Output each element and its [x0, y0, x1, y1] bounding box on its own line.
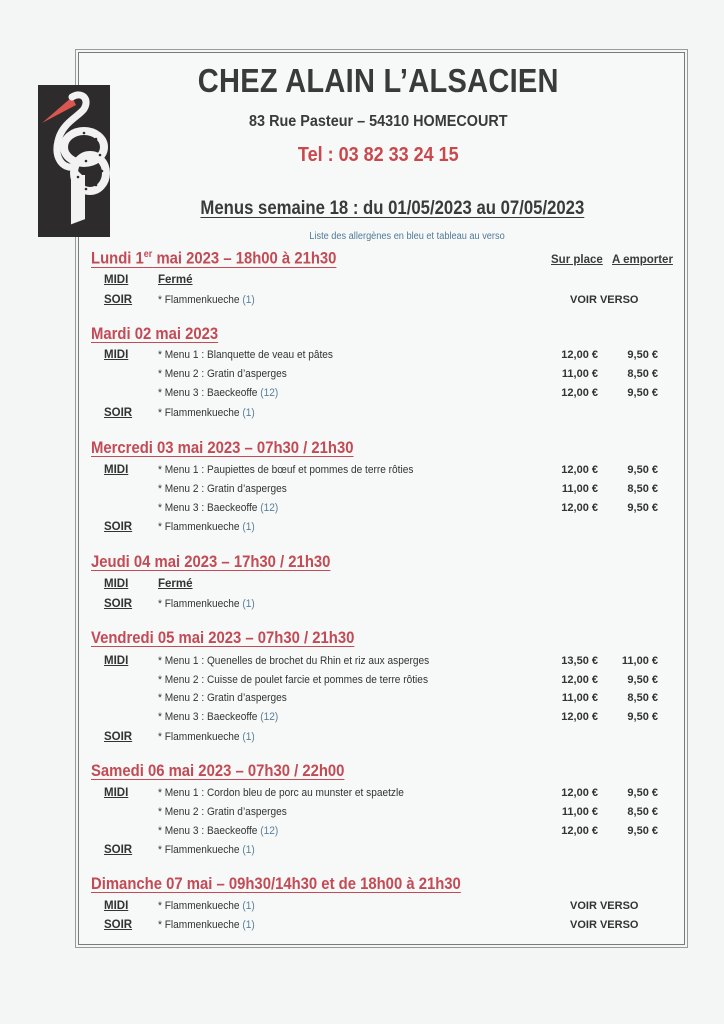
dish-name: * Menu 1 : Blanquette de veau et pâtes: [158, 349, 333, 361]
slot-label: SOIR: [104, 731, 133, 743]
slot-label: SOIR: [104, 598, 133, 610]
dish-name: * Menu 1 : Quenelles de brochet du Rhin et riz aux asperges: [158, 655, 430, 667]
allergen-note: Liste des allergènes en bleu et tableau au verso: [309, 231, 505, 242]
price-takeaway: 11,00 €: [621, 655, 658, 667]
price-takeaway: 9,50 €: [627, 387, 658, 399]
menu-row: [0, 483, 724, 501]
allergen-code: (1): [242, 919, 255, 931]
dish-name: * Menu 2 : Cuisse de poulet farcie et pommes de terre rôties: [158, 674, 429, 686]
menu-row: [0, 407, 724, 425]
allergen-code: (1): [242, 844, 255, 856]
day-title-tuesday: Mardi 02 mai 2023: [91, 325, 219, 343]
closed-label: Fermé: [158, 274, 193, 286]
price-on-site: 11,00 €: [561, 483, 598, 495]
dish-name: * Menu 3 : Baeckeoffe (12): [158, 387, 279, 399]
allergen-code: (1): [242, 294, 255, 306]
allergen-code: (1): [242, 900, 255, 912]
slot-label: SOIR: [104, 294, 133, 306]
menu-row: [0, 578, 724, 596]
price-on-site: 11,00 €: [561, 692, 598, 704]
closed-label: Fermé: [158, 578, 193, 590]
menu-row: [0, 806, 724, 824]
price-takeaway: 8,50 €: [627, 692, 658, 704]
column-header-on-site: Sur place: [551, 254, 603, 266]
slot-label: MIDI: [104, 655, 129, 667]
price-takeaway: 9,50 €: [627, 502, 658, 514]
slot-label: MIDI: [104, 274, 129, 286]
allergen-code: (12): [260, 825, 279, 837]
price-takeaway: 8,50 €: [627, 368, 658, 380]
restaurant-address: 83 Rue Pasteur – 54310 HOMECOURT: [249, 113, 508, 130]
price-on-site: 12,00 €: [561, 349, 598, 361]
dish-name: * Menu 2 : Gratin d’asperges: [158, 483, 287, 495]
menu-row: [0, 787, 724, 805]
dish-name: * Flammenkueche (1): [158, 407, 255, 419]
slot-label: SOIR: [104, 919, 133, 931]
slot-label: MIDI: [104, 900, 129, 912]
see-verso-note: VOIR VERSO: [570, 919, 639, 931]
day-title-saturday: Samedi 06 mai 2023 – 07h30 / 22h00: [91, 762, 345, 780]
menu-row: [0, 274, 724, 292]
menu-row: [0, 502, 724, 520]
slot-label: MIDI: [104, 578, 129, 590]
menu-row: [0, 368, 724, 386]
menu-row: [0, 825, 724, 843]
price-on-site: 12,00 €: [561, 825, 598, 837]
allergen-code: (1): [242, 731, 255, 743]
price-takeaway: 8,50 €: [627, 806, 658, 818]
slot-label: MIDI: [104, 787, 129, 799]
price-on-site: 12,00 €: [561, 674, 598, 686]
dish-name: * Menu 2 : Gratin d’asperges: [158, 368, 287, 380]
price-on-site: 11,00 €: [561, 806, 598, 818]
dish-name: * Flammenkueche (1): [158, 521, 255, 533]
price-on-site: 12,00 €: [561, 711, 598, 723]
price-takeaway: 8,50 €: [627, 483, 658, 495]
see-verso-note: VOIR VERSO: [570, 294, 639, 306]
dish-name: * Flammenkueche (1): [158, 598, 255, 610]
restaurant-phone: Tel : 03 82 33 24 15: [297, 144, 459, 166]
slot-label: SOIR: [104, 407, 133, 419]
day-title-monday: Lundi 1er mai 2023 – 18h00 à 21h30: [91, 249, 337, 268]
price-takeaway: 9,50 €: [627, 787, 658, 799]
dish-name: * Menu 3 : Baeckeoffe (12): [158, 711, 279, 723]
slot-label: MIDI: [104, 349, 129, 361]
menu-row: [0, 521, 724, 539]
menu-row: [0, 844, 724, 862]
price-takeaway: 9,50 €: [627, 464, 658, 476]
dish-name: * Flammenkueche (1): [158, 731, 255, 743]
dish-name: * Flammenkueche (1): [158, 919, 255, 931]
menu-row: [0, 464, 724, 482]
menu-row: [0, 919, 724, 937]
dish-name: * Menu 3 : Baeckeoffe (12): [158, 502, 279, 514]
slot-label: MIDI: [104, 464, 129, 476]
dish-name: * Menu 2 : Gratin d’asperges: [158, 692, 287, 704]
allergen-code: (1): [242, 598, 255, 610]
menu-row: [0, 692, 724, 710]
menu-row: [0, 731, 724, 749]
price-on-site: 12,00 €: [561, 787, 598, 799]
see-verso-note: VOIR VERSO: [570, 900, 639, 912]
allergen-code: (1): [242, 521, 255, 533]
price-on-site: 12,00 €: [561, 464, 598, 476]
dish-name: * Menu 3 : Baeckeoffe (12): [158, 825, 279, 837]
slot-label: SOIR: [104, 844, 133, 856]
dish-name: * Menu 1 : Paupiettes de bœuf et pommes de terre rôties: [158, 464, 414, 476]
dish-name: * Menu 1 : Cordon bleu de porc au munster et spaetzle: [158, 787, 404, 799]
slot-label: SOIR: [104, 521, 133, 533]
menu-row: [0, 598, 724, 616]
price-takeaway: 9,50 €: [627, 711, 658, 723]
dish-name: * Flammenkueche (1): [158, 900, 255, 912]
price-takeaway: 9,50 €: [627, 674, 658, 686]
allergen-code: (12): [260, 387, 279, 399]
allergen-code: (12): [260, 711, 279, 723]
menu-row: [0, 900, 724, 918]
day-title-thursday: Jeudi 04 mai 2023 – 17h30 / 21h30: [91, 553, 331, 571]
price-takeaway: 9,50 €: [627, 349, 658, 361]
price-takeaway: 9,50 €: [627, 825, 658, 837]
menu-row: [0, 294, 724, 312]
day-title-sunday: Dimanche 07 mai – 09h30/14h30 et de 18h00 à 21h30: [91, 875, 461, 893]
menu-row: [0, 349, 724, 367]
menu-row: [0, 655, 724, 673]
price-on-site: 12,00 €: [561, 387, 598, 399]
restaurant-name: CHEZ ALAIN L’ALSACIEN: [197, 62, 559, 99]
dish-name: * Menu 2 : Gratin d’asperges: [158, 806, 287, 818]
dish-name: * Flammenkueche (1): [158, 294, 255, 306]
column-header-takeaway: A emporter: [612, 254, 673, 266]
price-on-site: 12,00 €: [561, 502, 598, 514]
day-title-wednesday: Mercredi 03 mai 2023 – 07h30 / 21h30: [91, 439, 354, 457]
menu-row: [0, 387, 724, 405]
menu-row: [0, 711, 724, 729]
dish-name: * Flammenkueche (1): [158, 844, 255, 856]
allergen-code: (12): [260, 502, 279, 514]
price-on-site: 11,00 €: [561, 368, 598, 380]
allergen-code: (1): [242, 407, 255, 419]
day-title-friday: Vendredi 05 mai 2023 – 07h30 / 21h30: [91, 629, 355, 647]
week-title: Menus semaine 18 : du 01/05/2023 au 07/05/2023: [200, 198, 585, 219]
price-on-site: 13,50 €: [561, 655, 598, 667]
menu-row: [0, 674, 724, 692]
